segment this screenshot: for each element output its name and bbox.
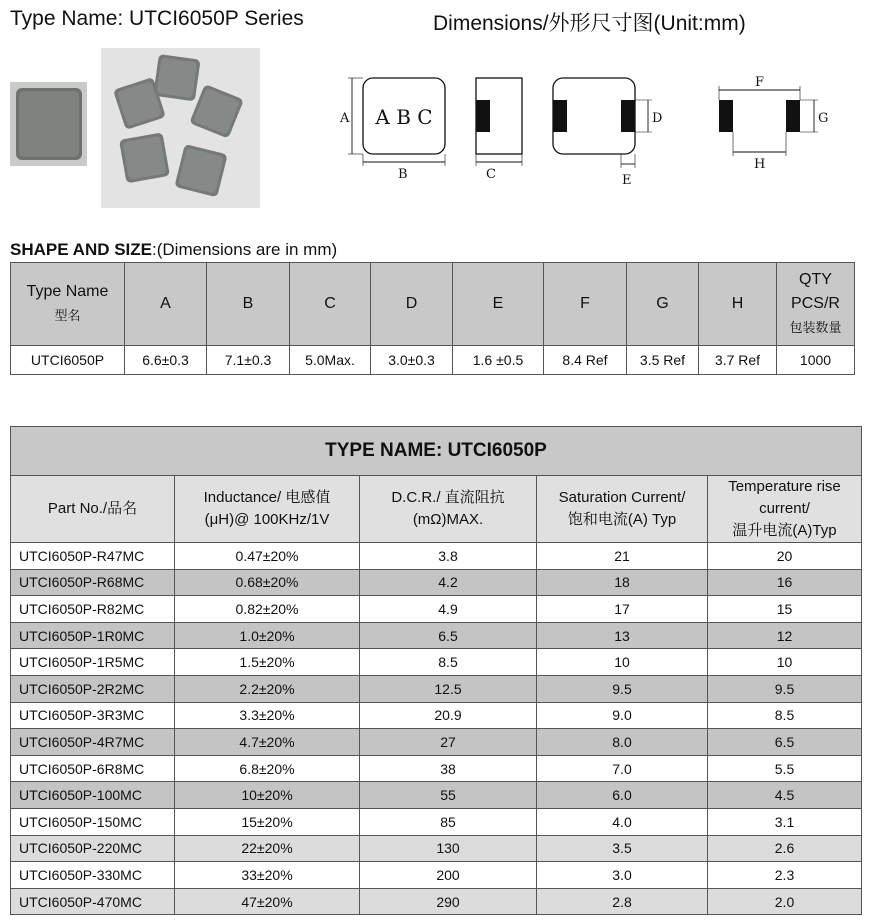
type-name-title: Type Name: UTCI6050P Series bbox=[10, 7, 304, 30]
cell-g: 3.5 Ref bbox=[627, 346, 699, 375]
col-c: C bbox=[290, 263, 371, 346]
shape-size-table bbox=[10, 262, 855, 375]
label-f: F bbox=[755, 75, 765, 90]
dimension-diagram bbox=[330, 60, 860, 200]
cell-dcr: 6.5 bbox=[360, 622, 537, 649]
cell-f: 8.4 Ref bbox=[544, 346, 627, 375]
cell-temp-rise: 4.5 bbox=[708, 782, 862, 809]
col-qty bbox=[777, 263, 855, 346]
col-qty-line1: QTY bbox=[799, 270, 832, 288]
cell-part-no: UTCI6050P-R68MC bbox=[11, 569, 175, 596]
cell-c: 5.0Max. bbox=[290, 346, 371, 375]
cell-dcr: 3.8 bbox=[360, 543, 537, 570]
table-row bbox=[11, 649, 862, 676]
cell-part-no: UTCI6050P-100MC bbox=[11, 782, 175, 809]
col-e: E bbox=[453, 263, 544, 346]
cell-part-no: UTCI6050P-4R7MC bbox=[11, 729, 175, 756]
col-temp-line1: Temperature rise bbox=[728, 478, 841, 495]
cell-temp-rise: 20 bbox=[708, 543, 862, 570]
cell-temp-rise: 5.5 bbox=[708, 755, 862, 782]
cell-saturation: 10 bbox=[537, 649, 708, 676]
cell-dcr: 38 bbox=[360, 755, 537, 782]
table-row bbox=[11, 543, 862, 570]
cell-inductance: 1.5±20% bbox=[175, 649, 360, 676]
col-qty-cn: 包装数量 bbox=[789, 320, 842, 336]
table-row bbox=[11, 862, 862, 889]
cell-temp-rise: 9.5 bbox=[708, 675, 862, 702]
cell-type-name: UTCI6050P bbox=[11, 346, 125, 375]
cell-inductance: 4.7±20% bbox=[175, 729, 360, 756]
table-row bbox=[11, 569, 862, 596]
cell-saturation: 18 bbox=[537, 569, 708, 596]
cell-temp-rise: 2.0 bbox=[708, 888, 862, 915]
shape-size-row bbox=[11, 346, 855, 375]
label-a: A bbox=[340, 111, 350, 126]
part-spec-table bbox=[10, 426, 862, 915]
table-row bbox=[11, 888, 862, 915]
cell-part-no: UTCI6050P-R47MC bbox=[11, 543, 175, 570]
col-part-no: Part No./品名 bbox=[11, 476, 175, 543]
cell-d: 3.0±0.3 bbox=[371, 346, 453, 375]
cell-dcr: 290 bbox=[360, 888, 537, 915]
table-row bbox=[11, 808, 862, 835]
col-saturation-line1: Saturation Current/ bbox=[558, 489, 686, 506]
cell-part-no: UTCI6050P-220MC bbox=[11, 835, 175, 862]
table-row bbox=[11, 596, 862, 623]
col-f: F bbox=[544, 263, 627, 346]
cell-inductance: 0.47±20% bbox=[175, 543, 360, 570]
label-d: D bbox=[652, 111, 663, 126]
col-inductance bbox=[175, 476, 360, 543]
cell-inductance: 1.0±20% bbox=[175, 622, 360, 649]
cell-part-no: UTCI6050P-150MC bbox=[11, 808, 175, 835]
cell-temp-rise: 16 bbox=[708, 569, 862, 596]
cell-dcr: 8.5 bbox=[360, 649, 537, 676]
cell-saturation: 2.8 bbox=[537, 888, 708, 915]
cell-temp-rise: 6.5 bbox=[708, 729, 862, 756]
cell-saturation: 21 bbox=[537, 543, 708, 570]
col-saturation bbox=[537, 476, 708, 543]
col-dcr-line2: (mΩ)MAX. bbox=[412, 511, 484, 528]
shape-size-heading-bold: SHAPE AND SIZE bbox=[10, 240, 153, 259]
shape-size-heading-rest: :(Dimensions are in mm) bbox=[152, 240, 338, 259]
cell-inductance: 22±20% bbox=[175, 835, 360, 862]
cell-temp-rise: 2.3 bbox=[708, 862, 862, 889]
label-g: G bbox=[818, 111, 829, 126]
cell-part-no: UTCI6050P-6R8MC bbox=[11, 755, 175, 782]
cell-part-no: UTCI6050P-3R3MC bbox=[11, 702, 175, 729]
cell-saturation: 13 bbox=[537, 622, 708, 649]
cell-saturation: 6.0 bbox=[537, 782, 708, 809]
cell-dcr: 85 bbox=[360, 808, 537, 835]
table-row bbox=[11, 675, 862, 702]
part-spec-body bbox=[11, 543, 862, 915]
cell-inductance: 10±20% bbox=[175, 782, 360, 809]
cell-e: 1.6 ±0.5 bbox=[453, 346, 544, 375]
table-row bbox=[11, 729, 862, 756]
col-qty-line2: PCS/R bbox=[791, 294, 840, 312]
part-spec-header-row bbox=[11, 476, 862, 543]
col-inductance-line2: (μH)@ 100KHz/1V bbox=[204, 511, 330, 528]
cell-temp-rise: 8.5 bbox=[708, 702, 862, 729]
col-g: G bbox=[627, 263, 699, 346]
label-h: H bbox=[754, 157, 766, 172]
part-spec-banner: TYPE NAME: UTCI6050P bbox=[11, 427, 862, 476]
cell-inductance: 6.8±20% bbox=[175, 755, 360, 782]
table-row bbox=[11, 702, 862, 729]
col-dcr-line1: D.C.R./ 直流阻抗 bbox=[391, 489, 505, 506]
cell-dcr: 130 bbox=[360, 835, 537, 862]
cell-inductance: 47±20% bbox=[175, 888, 360, 915]
col-d: D bbox=[371, 263, 453, 346]
col-type-name-cn: 型名 bbox=[54, 308, 81, 324]
col-temp-line2: current/ bbox=[759, 500, 810, 517]
inductor-photo-group bbox=[101, 48, 260, 208]
col-type-name-en: Type Name bbox=[26, 282, 109, 300]
cell-part-no: UTCI6050P-330MC bbox=[11, 862, 175, 889]
cell-qty: 1000 bbox=[777, 346, 855, 375]
cell-inductance: 0.68±20% bbox=[175, 569, 360, 596]
cell-part-no: UTCI6050P-2R2MC bbox=[11, 675, 175, 702]
cell-dcr: 200 bbox=[360, 862, 537, 889]
cell-inductance: 0.82±20% bbox=[175, 596, 360, 623]
cell-dcr: 4.9 bbox=[360, 596, 537, 623]
cell-part-no: UTCI6050P-1R0MC bbox=[11, 622, 175, 649]
cell-dcr: 27 bbox=[360, 729, 537, 756]
cell-a: 6.6±0.3 bbox=[125, 346, 207, 375]
cell-dcr: 20.9 bbox=[360, 702, 537, 729]
table-row bbox=[11, 755, 862, 782]
cell-dcr: 4.2 bbox=[360, 569, 537, 596]
part-spec-banner-row bbox=[11, 427, 862, 476]
col-a: A bbox=[125, 263, 207, 346]
col-h: H bbox=[699, 263, 777, 346]
cell-inductance: 2.2±20% bbox=[175, 675, 360, 702]
cell-saturation: 3.0 bbox=[537, 862, 708, 889]
cell-temp-rise: 3.1 bbox=[708, 808, 862, 835]
cell-inductance: 15±20% bbox=[175, 808, 360, 835]
cell-dcr: 55 bbox=[360, 782, 537, 809]
cell-b: 7.1±0.3 bbox=[207, 346, 290, 375]
shape-size-heading bbox=[10, 240, 337, 260]
cell-saturation: 8.0 bbox=[537, 729, 708, 756]
cell-inductance: 3.3±20% bbox=[175, 702, 360, 729]
col-type-name bbox=[11, 263, 125, 346]
shape-size-header-row bbox=[11, 263, 855, 346]
col-dcr bbox=[360, 476, 537, 543]
cell-temp-rise: 2.6 bbox=[708, 835, 862, 862]
cell-dcr: 12.5 bbox=[360, 675, 537, 702]
cell-part-no: UTCI6050P-470MC bbox=[11, 888, 175, 915]
table-row bbox=[11, 782, 862, 809]
dimensions-title: Dimensions/外形尺寸图(Unit:mm) bbox=[433, 12, 746, 35]
label-e: E bbox=[622, 173, 632, 188]
cell-saturation: 3.5 bbox=[537, 835, 708, 862]
cell-saturation: 9.0 bbox=[537, 702, 708, 729]
cell-inductance: 33±20% bbox=[175, 862, 360, 889]
cell-temp-rise: 15 bbox=[708, 596, 862, 623]
col-temp-line3: 温升电流(A)Typ bbox=[732, 522, 837, 539]
cell-temp-rise: 12 bbox=[708, 622, 862, 649]
col-inductance-line1: Inductance/ 电感值 bbox=[203, 489, 331, 506]
table-row bbox=[11, 622, 862, 649]
col-b: B bbox=[207, 263, 290, 346]
cell-saturation: 17 bbox=[537, 596, 708, 623]
label-c: C bbox=[486, 167, 496, 182]
col-temp-rise bbox=[708, 476, 862, 543]
cell-saturation: 9.5 bbox=[537, 675, 708, 702]
cell-part-no: UTCI6050P-R82MC bbox=[11, 596, 175, 623]
col-saturation-line2: 饱和电流(A) Typ bbox=[567, 511, 677, 528]
table-row bbox=[11, 835, 862, 862]
cell-saturation: 4.0 bbox=[537, 808, 708, 835]
label-b: B bbox=[398, 167, 408, 182]
cell-saturation: 7.0 bbox=[537, 755, 708, 782]
cell-h: 3.7 Ref bbox=[699, 346, 777, 375]
cell-part-no: UTCI6050P-1R5MC bbox=[11, 649, 175, 676]
marking-text: A B C bbox=[375, 105, 433, 129]
cell-temp-rise: 10 bbox=[708, 649, 862, 676]
inductor-photo-single bbox=[10, 82, 87, 166]
